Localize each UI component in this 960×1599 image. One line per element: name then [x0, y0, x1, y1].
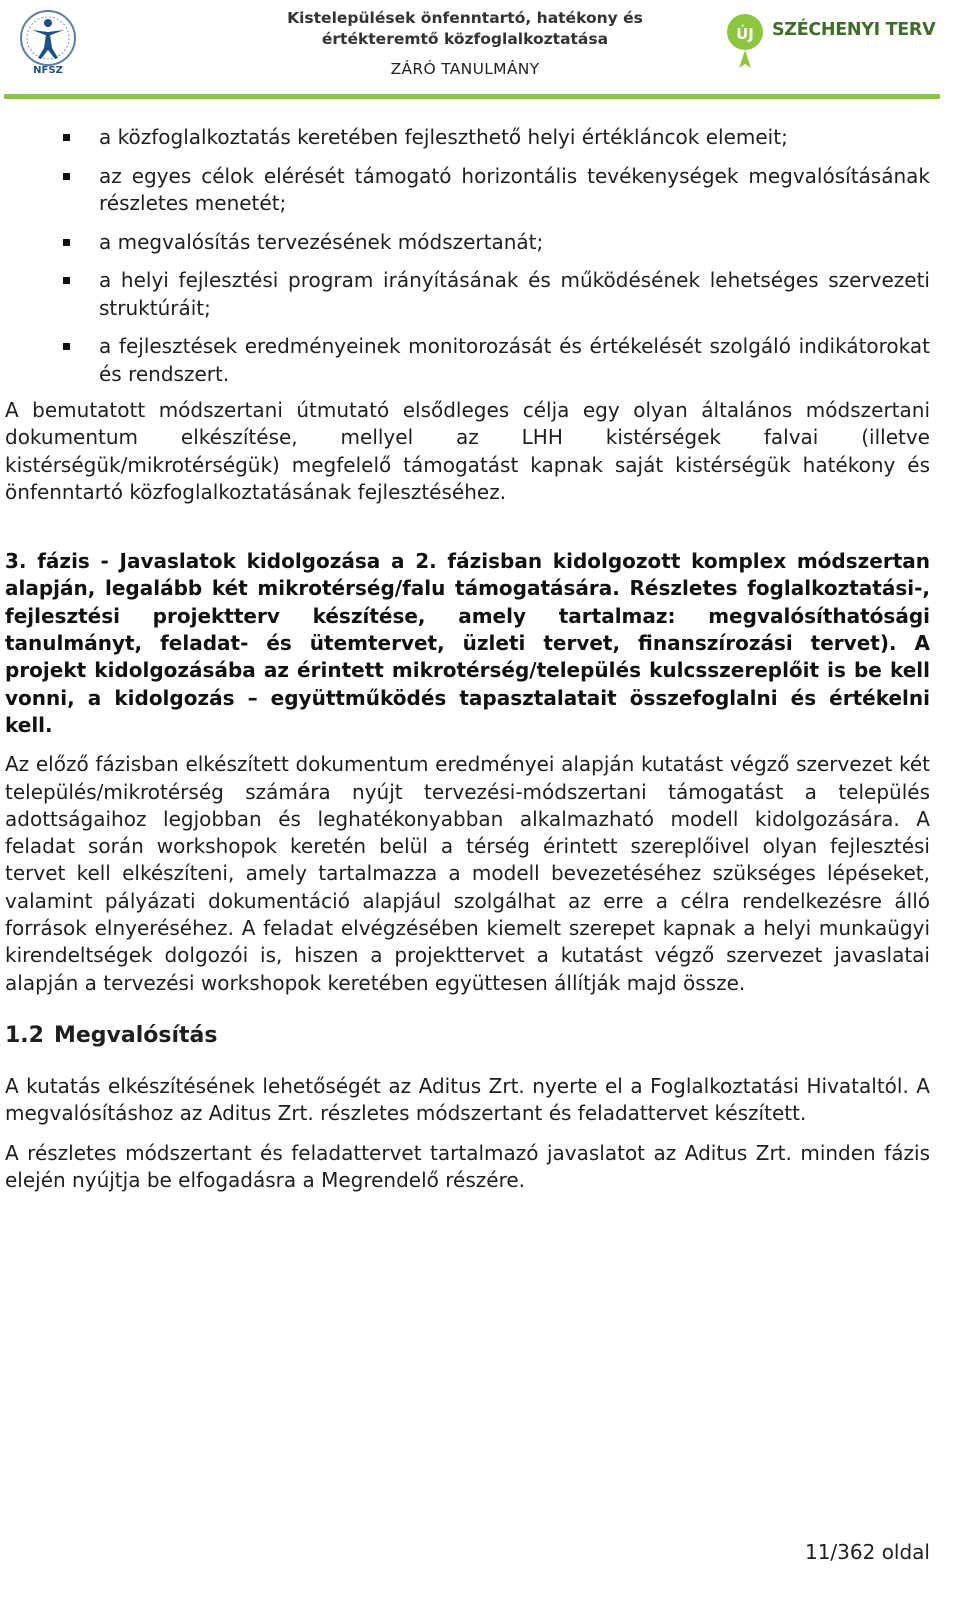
- szechenyi-logo-text: SZÉCHENYI TERV: [772, 20, 936, 40]
- square-bullet-icon: [63, 343, 70, 350]
- szechenyi-logo-prefix: ÚJ: [736, 25, 754, 43]
- document-title-line2: értékteremtő közfoglalkoztatása: [321, 30, 609, 48]
- list-item: a fejlesztések eredményeinek monitorozását és értékelését szolgáló indikátorokat és rendszert.: [5, 333, 930, 388]
- list-item: a megvalósítás tervezésének módszertanát;: [5, 229, 930, 257]
- phase-3-heading: 3. fázis - Javaslatok kidolgozása a 2. fázisban kidolgozott komplex módszertan alapján, legalább két mikrotérség/falu támogatására. Részletes foglalkoztatási-, fejlesztési projektterv készítése, amely tartalmaz: megvalósíthatósági tanulmányt, feladat- és ütemtervet, üzleti tervet, finanszírozási tervet). A projekt kidolgozásába az érintett mikrotérség/település kulcsszereplőit is be kell vonni, a kidolgozás – együttműködés tapasztalatait összefoglalni és értékelni kell.: [5, 549, 930, 737]
- nfsz-logo: [10, 6, 90, 76]
- page-header: [0, 0, 960, 102]
- list-item: az egyes célok elérését támogató horizontális tevékenységek megvalósításának részletes menetét;: [5, 163, 930, 218]
- list-item: a közfoglalkoztatás keretében fejleszthető helyi értékláncok elemeit;: [5, 124, 930, 152]
- page-number: 11/362 oldal: [804, 1540, 930, 1564]
- paragraph-phase-3: Az előző fázisban elkészített dokumentum eredményei alapján kutatást végző szervezet két település/mikrotérség számára nyújt tervezési-módszertani támogatást a település adottságaihoz legjobban és leghatékonyabban alkalmazható modell kidolgozására. A feladat során workshopok keretén belül a térség érintett szereplőivel olyan fejlesztési tervet kell elkészíteni, amely tartalmazza a modell bevezetéséhez szükséges lépéseket, valamint pályázati dokumentáció alapjául szolgálhat az erre a célra rendelkezésre álló források elnyeréséhez. A feladat elvégzésében kiemelt szerepet kapnak a helyi munkaügyi kirendeltségek dolgozói is, hiszen a projekttervet a kutatást végző szervezet javaslatai alapján a tervezési workshopok keretében együttesen állítják majd össze.: [5, 752, 930, 995]
- section-heading: [5, 1021, 930, 1051]
- header-divider: [4, 94, 940, 99]
- document-title-line1: Kistelepülések önfenntartó, hatékony és: [287, 9, 643, 27]
- section-number: 1.2: [5, 1022, 44, 1048]
- section-title: Megvalósítás: [53, 1022, 218, 1048]
- square-bullet-icon: [63, 277, 70, 284]
- square-bullet-icon: [63, 239, 70, 246]
- square-bullet-icon: [63, 173, 70, 180]
- document-subtitle: ZÁRÓ TANULMÁNY: [390, 60, 540, 78]
- nfsz-logo-text: NFSZ: [33, 65, 63, 76]
- paragraph-implementation-1: A kutatás elkészítésének lehetőségét az Aditus Zrt. nyerte el a Foglalkoztatási Hivataltól. A megvalósításhoz az Aditus Zrt. részletes módszertant és feladattervet készített.: [5, 1073, 930, 1126]
- paragraph-implementation-2: A részletes módszertant és feladattervet tartalmazó javaslatot az Aditus Zrt. minden fázis elején nyújtja be elfogadásra a Megrendelő részére.: [5, 1140, 930, 1192]
- square-bullet-icon: [63, 134, 70, 141]
- list-item: a helyi fejlesztési program irányításának és működésének lehetséges szervezeti struktúráit;: [5, 267, 930, 322]
- document-title: [230, 8, 700, 50]
- bullet-list: [5, 124, 930, 388]
- document-body: [5, 124, 930, 1194]
- paragraph-goal: A bemutatott módszertani útmutató elsődleges célja egy olyan általános módszertani dokumentum elkészítése, mellyel az LHH kistérségek falvai (illetve kistérségük/mikrotérségük) megfelelő támogatást kapnak saját kistérségük hatékony és önfenntartó közfoglalkoztatásának fejlesztéséhez.: [5, 398, 930, 504]
